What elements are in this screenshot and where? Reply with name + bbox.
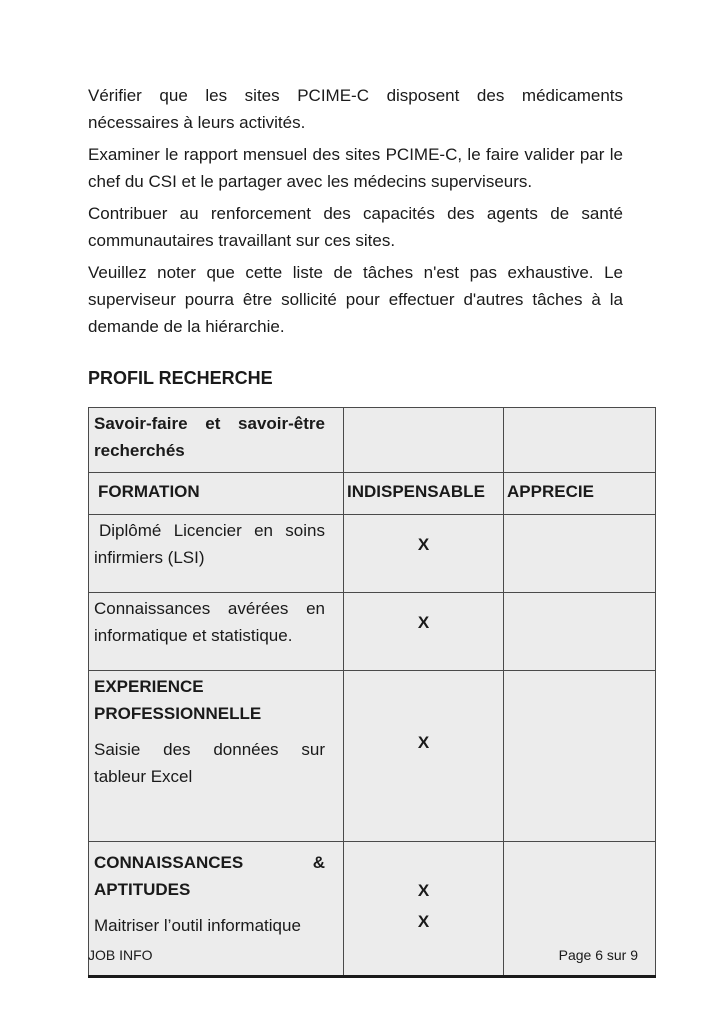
table-row-connaissances-informatique	[89, 593, 656, 671]
cell-connaissances-informatique-label	[89, 593, 344, 671]
x-mark: X	[417, 912, 430, 931]
table-row-savoir-faire	[89, 408, 656, 473]
table-row-diplome	[89, 515, 656, 593]
maitriser-outil-text: Maitriser l’outil informatique	[94, 916, 301, 935]
cell-empty	[504, 408, 656, 473]
page-footer	[88, 946, 638, 964]
x-mark: X	[417, 733, 430, 752]
cell-formation-header	[89, 473, 344, 515]
cell-diplome-label	[89, 515, 344, 593]
x-mark: X	[417, 881, 430, 900]
cell-empty	[344, 408, 504, 473]
cell-experience-label	[89, 671, 344, 842]
table-row-experience	[89, 671, 656, 842]
aptitudes-heading-text: CONNAISSANCES & APTITUDES	[94, 853, 325, 899]
body-paragraph-1: Vérifier que les sites PCIME-C disposent des médicaments nécessaires à leurs activités.	[88, 86, 623, 132]
body-paragraph-3: Contribuer au renforcement des capacités des agents de santé communautaires travaillant sur ces sites.	[88, 204, 623, 250]
body-paragraph-2: Examiner le rapport mensuel des sites PCIME-C, le faire valider par le chef du CSI et le partager avec les médecins superviseurs.	[88, 145, 623, 191]
cell-apprecie-header	[504, 473, 656, 515]
document-body	[88, 82, 623, 978]
cell-experience-indispensable	[344, 671, 504, 842]
body-paragraph-4: Veuillez noter que cette liste de tâches n'est pas exhaustive. Le superviseur pourra être sollicité pour effectuer d'autres tâches à la demande de la hiérarchie.	[88, 263, 623, 336]
indispensable-header-text: INDISPENSABLE	[347, 482, 485, 501]
x-mark: X	[417, 613, 430, 632]
apprecie-header-text: APPRECIE	[507, 482, 594, 501]
x-mark: X	[417, 535, 430, 554]
cell-empty	[504, 515, 656, 593]
formation-header-text: FORMATION	[98, 482, 200, 501]
cell-indispensable-header	[344, 473, 504, 515]
experience-heading-text: EXPERIENCE PROFESSIONNELLE	[94, 677, 262, 723]
cell-savoir-faire-label	[89, 408, 344, 473]
profile-table	[88, 407, 656, 978]
footer-doc-title: JOB INFO	[88, 947, 153, 963]
footer-page-number: Page 6 sur 9	[558, 947, 638, 963]
saisie-donnees-text: Saisie des données sur tableur Excel	[94, 740, 325, 786]
cell-empty	[504, 671, 656, 842]
savoir-faire-text: Savoir-faire et savoir-être recherchés	[94, 414, 325, 460]
cell-diplome-indispensable	[344, 515, 504, 593]
connaissances-informatique-text: Connaissances avérées en informatique et statistique.	[94, 599, 325, 645]
section-heading: PROFIL RECHERCHE	[88, 368, 273, 388]
diplome-text: Diplômé Licencier en soins infirmiers (LSI)	[94, 521, 325, 567]
cell-empty	[504, 593, 656, 671]
cell-connaissances-indispensable	[344, 593, 504, 671]
table-row-headers	[89, 473, 656, 515]
